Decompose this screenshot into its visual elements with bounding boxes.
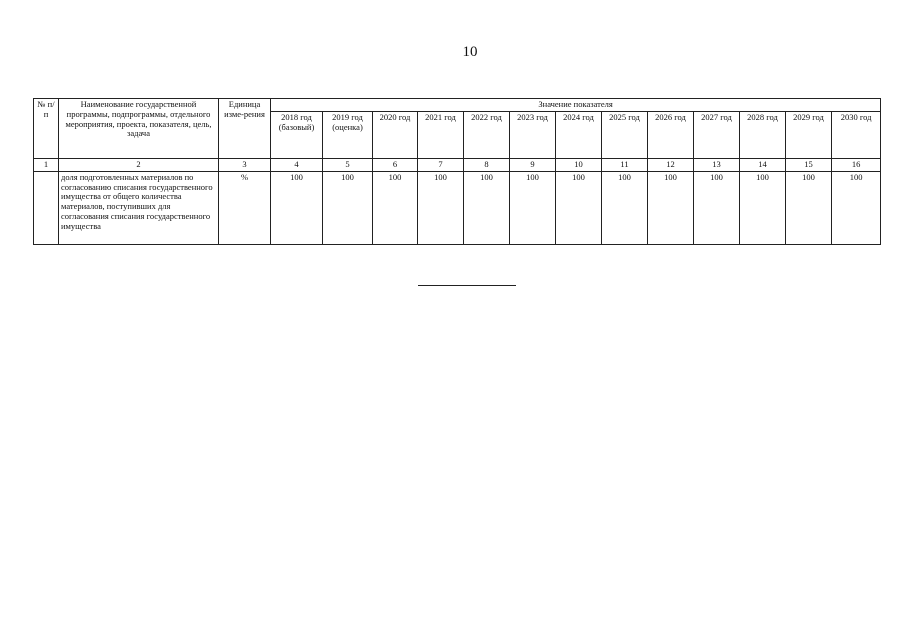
indicator-value: 100 — [418, 171, 464, 244]
header-year: 2023 год — [510, 112, 556, 159]
page-number: 10 — [462, 44, 478, 60]
column-number: 5 — [323, 159, 373, 172]
indicator-value: 100 — [648, 171, 694, 244]
indicator-value: 100 — [740, 171, 786, 244]
column-number: 8 — [464, 159, 510, 172]
header-value-group: Значение показателя — [271, 99, 881, 112]
row-number — [34, 171, 59, 244]
header-year: 2027 год — [694, 112, 740, 159]
column-number: 2 — [59, 159, 219, 172]
header-year: 2028 год — [740, 112, 786, 159]
indicator-value: 100 — [510, 171, 556, 244]
header-name: Наименование государственной программы, подпрограммы, отдельного мероприятия, проекта, показателя, цель, задача — [59, 99, 219, 159]
header-year: 2018 год (базовый) — [271, 112, 323, 159]
indicator-value: 100 — [602, 171, 648, 244]
column-number: 14 — [740, 159, 786, 172]
column-number: 6 — [373, 159, 418, 172]
indicator-value: 100 — [323, 171, 373, 244]
indicator-value: 100 — [694, 171, 740, 244]
header-year: 2022 год — [464, 112, 510, 159]
indicator-value: 100 — [786, 171, 832, 244]
column-number: 16 — [832, 159, 881, 172]
indicator-value: 100 — [271, 171, 323, 244]
indicator-name: доля подготовленных материалов по согласованию списания государственного имущества от общего количества материалов, поступивших для согласования списания государственного имущества — [59, 171, 219, 244]
column-number: 3 — [219, 159, 271, 172]
column-number: 15 — [786, 159, 832, 172]
indicators-table — [33, 98, 881, 245]
header-year: 2026 год — [648, 112, 694, 159]
header-year: 2020 год — [373, 112, 418, 159]
indicator-value: 100 — [556, 171, 602, 244]
header-year: 2029 год — [786, 112, 832, 159]
column-number: 7 — [418, 159, 464, 172]
header-year: 2021 год — [418, 112, 464, 159]
column-number: 10 — [556, 159, 602, 172]
column-number: 9 — [510, 159, 556, 172]
header-unit: Единица изме-рения — [219, 99, 271, 159]
table-row — [34, 171, 881, 244]
header-year: 2025 год — [602, 112, 648, 159]
indicator-value: 100 — [464, 171, 510, 244]
header-year: 2019 год (оценка) — [323, 112, 373, 159]
column-number-row — [34, 159, 881, 172]
column-number: 12 — [648, 159, 694, 172]
header-number: № п/п — [34, 99, 59, 159]
column-number: 11 — [602, 159, 648, 172]
column-number: 4 — [271, 159, 323, 172]
separator-line — [418, 285, 516, 286]
column-number: 13 — [694, 159, 740, 172]
indicator-value: 100 — [373, 171, 418, 244]
header-row — [34, 99, 881, 112]
header-year: 2030 год — [832, 112, 881, 159]
indicator-value: 100 — [832, 171, 881, 244]
column-number: 1 — [34, 159, 59, 172]
indicator-unit: % — [219, 171, 271, 244]
header-year: 2024 год — [556, 112, 602, 159]
